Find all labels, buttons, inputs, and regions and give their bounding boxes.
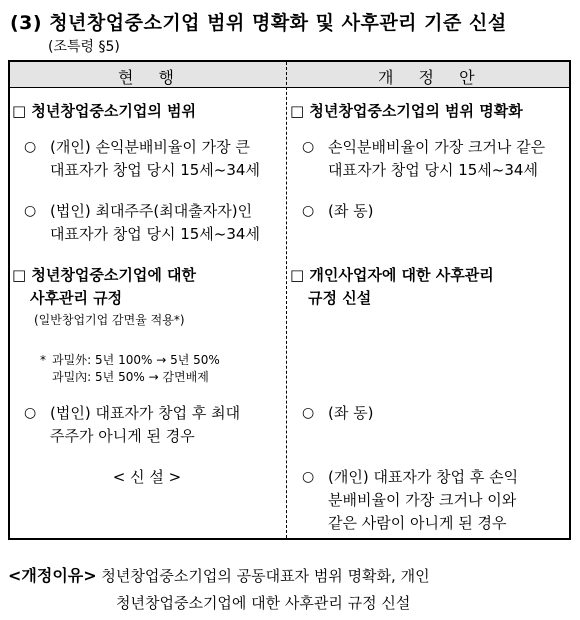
current-item3-marker: ○ — [24, 405, 37, 421]
current-section1-title: □ 청년창업중소기업의 범위 — [12, 102, 197, 120]
revised-item4-line3: 같은 사람이 아니게 된 경우 — [328, 514, 507, 532]
current-item2-marker: ○ — [24, 203, 37, 219]
current-item1 — [12, 136, 282, 182]
revised-item2-text: (좌 동) — [328, 202, 374, 220]
revised-section2-title-line1: □ 개인사업자에 대한 사후관리 — [290, 266, 494, 284]
current-star-line2: 과밀內: 5년 50% → 감면배제 — [52, 370, 209, 384]
current-item3-line1: (법인) 대표자가 창업 후 최대 — [50, 404, 241, 422]
revised-item4-marker: ○ — [302, 469, 315, 485]
current-item2-line1: (법인) 최대주주(최대출자자)인 — [50, 202, 253, 220]
revised-item3-marker: ○ — [302, 405, 315, 421]
header-current: 현 행 — [118, 68, 184, 87]
revised-section2 — [290, 264, 566, 310]
current-section2-title-line2: 사후관리 규정 — [30, 289, 123, 307]
revised-item4 — [290, 466, 566, 535]
revised-section2-title-line2: 규정 신설 — [308, 289, 372, 307]
revised-item3 — [290, 402, 566, 425]
column-divider — [286, 62, 287, 538]
current-item3-line2: 주주가 아니게 된 경우 — [50, 427, 195, 445]
revised-item4-line1: (개인) 대표자가 창업 후 손익 — [328, 468, 519, 486]
revised-item2 — [290, 200, 566, 223]
revised-item1 — [290, 136, 566, 182]
reason-line1: 청년창업중소기업의 공동대표자 범위 명확화, 개인 — [101, 567, 430, 585]
current-section2-title-line1: □ 청년창업중소기업에 대한 — [12, 266, 197, 284]
current-item2 — [12, 200, 282, 246]
section-heading: (3) 청년창업중소기업 범위 명확화 및 사후관리 기준 신설 — [10, 12, 507, 34]
reason-label: <개정이유> — [8, 566, 97, 585]
revised-item1-line1: 손익분배비율이 가장 크거나 같은 — [328, 138, 546, 156]
revised-item1-line2: 대표자가 창업 당시 15세~34세 — [328, 161, 538, 179]
current-section2 — [12, 264, 282, 330]
current-new-marker: < 신 설 > — [112, 468, 182, 486]
current-item1-line2: 대표자가 창업 당시 15세~34세 — [50, 161, 260, 179]
revised-item4-line2: 분배비율이 가장 크거나 이와 — [328, 491, 517, 509]
current-section2-note: (일반창업기업 감면율 적용*) — [34, 313, 185, 327]
revised-item3-text: (좌 동) — [328, 404, 374, 422]
section-subheading: (조특령 §5) — [48, 39, 120, 55]
reason-line2: 청년창업중소기업에 대한 사후관리 규정 신설 — [116, 594, 411, 612]
current-star-line1: 과밀外: 5년 100% → 5년 50% — [52, 353, 220, 367]
current-item1-marker: ○ — [24, 139, 37, 155]
current-star-note — [40, 352, 280, 386]
current-star-marker: * — [40, 353, 46, 367]
amendment-reason — [8, 562, 574, 617]
current-item2-line2: 대표자가 창업 당시 15세~34세 — [50, 225, 260, 243]
table-header — [10, 62, 569, 88]
revised-section1-title: □ 청년창업중소기업의 범위 명확화 — [290, 102, 523, 120]
comparison-table — [8, 60, 571, 540]
current-item3 — [12, 402, 282, 448]
current-item1-line1: (개인) 손익분배비율이 가장 큰 — [50, 138, 250, 156]
revised-item1-marker: ○ — [302, 139, 315, 155]
revised-item2-marker: ○ — [302, 203, 315, 219]
header-revised: 개 정 안 — [378, 68, 485, 87]
